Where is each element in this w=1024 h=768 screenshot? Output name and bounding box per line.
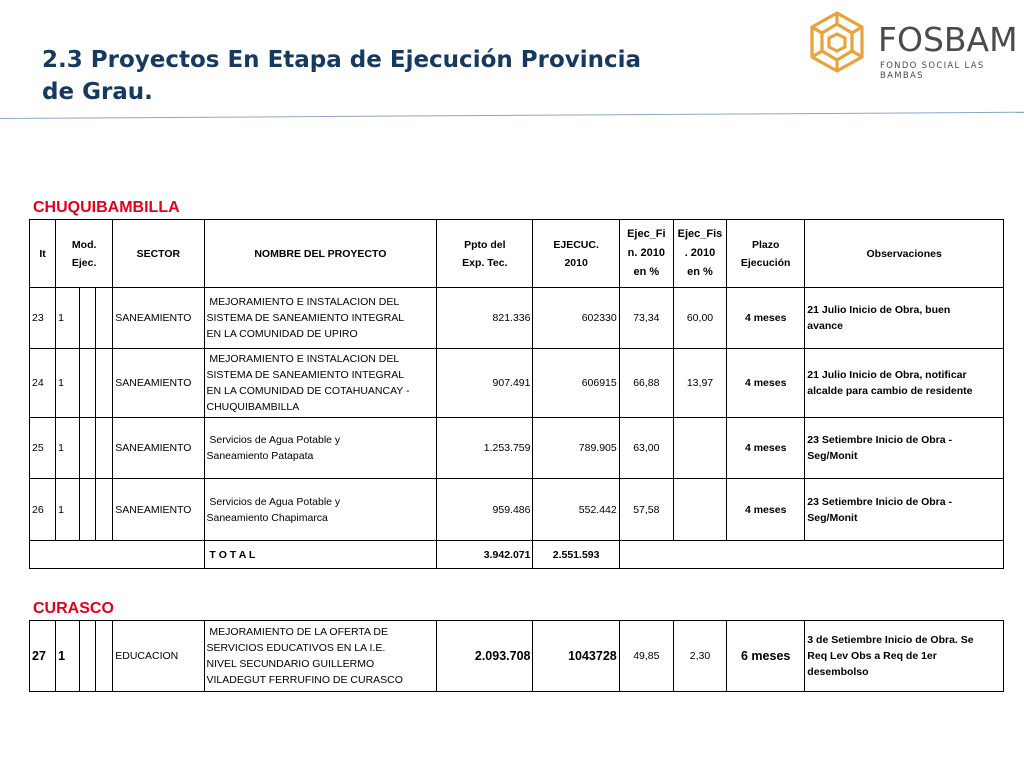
projects-table-chuquibambilla: [29, 219, 1004, 569]
nombre-line: SISTEMA DE SANEAMIENTO INTEGRAL: [206, 369, 405, 381]
header-mod-ejec: [56, 220, 113, 288]
header-observaciones: Observaciones: [805, 220, 1004, 288]
nombre-line: EN LA COMUNIDAD DE COTAHUANCAY -: [206, 385, 410, 397]
cell-ppto: 907.491: [437, 349, 533, 418]
nombre-line: NIVEL SECUNDARIO GUILLERMO: [206, 658, 375, 670]
header-ejec-fis-line-2: . 2010: [684, 247, 716, 259]
cell-ppto: 2.093.708: [437, 621, 533, 692]
cell-mod: 1: [56, 349, 80, 418]
total-spacer-right: [619, 541, 1003, 569]
obs-line: 23 Setiembre Inicio de Obra -: [807, 434, 953, 446]
nombre-line: SISTEMA DE SANEAMIENTO INTEGRAL: [206, 312, 405, 324]
total-label: T O T A L: [204, 541, 437, 569]
cell-ejecuc: 1043728: [533, 621, 619, 692]
nombre-line: MEJORAMIENTO DE LA OFERTA DE: [206, 626, 388, 638]
header-plazo-line-1: Plazo: [751, 238, 780, 251]
cell-plazo: 4 meses: [727, 418, 805, 479]
nombre-line: MEJORAMIENTO E INSTALACION DEL: [206, 296, 400, 308]
nombre-line: Saneamiento Chapimarca: [206, 511, 328, 524]
cell-ejec-fis: [673, 418, 726, 479]
section-label-chuquibambilla: CHUQUIBAMBILLA: [33, 199, 180, 216]
obs-line: 21 Julio Inicio de Obra, buen: [807, 304, 951, 316]
cell-ejec-fin: 73,34: [619, 288, 673, 349]
title-divider: [0, 112, 1024, 119]
table-row: [30, 349, 1004, 418]
cell-empty: [96, 621, 113, 692]
header-plazo-line-2: Ejecución: [740, 256, 791, 269]
cell-sector: SANEAMIENTO: [113, 418, 204, 479]
total-spacer: [30, 541, 205, 569]
total-ejecuc: 2.551.593: [533, 541, 619, 569]
cell-nombre: [204, 418, 437, 479]
cell-empty: [96, 349, 113, 418]
cell-nombre: [204, 479, 437, 541]
table-row: [30, 418, 1004, 479]
cell-plazo: 4 meses: [727, 288, 805, 349]
obs-line: 23 Setiembre Inicio de Obra -: [807, 495, 953, 508]
header-ejec-fin: [619, 220, 673, 288]
cell-nombre: [204, 288, 437, 349]
cell-ejec-fin: 49,85: [619, 621, 673, 692]
cell-sector: SANEAMIENTO: [113, 349, 204, 418]
nombre-line: EN LA COMUNIDAD DE UPIRO: [206, 328, 358, 340]
cell-mod: 1: [56, 288, 80, 349]
cell-it: 24: [30, 349, 56, 418]
header-ppto-line-2: Exp. Tec.: [462, 256, 508, 269]
fosbam-emblem-icon: [806, 10, 868, 76]
cell-ejec-fis: 13,97: [673, 349, 726, 418]
cell-ejecuc: 789.905: [533, 418, 619, 479]
table-header-row: [30, 220, 1004, 288]
header-ejec-fin-line-2: n. 2010: [627, 247, 665, 259]
header-ejec-fis-line-3: en %: [687, 266, 713, 278]
header-ejec-fin-line-3: en %: [633, 266, 660, 278]
cell-ejecuc: 552.442: [533, 479, 619, 541]
fosbam-logo: [806, 8, 1018, 81]
cell-ejec-fis: 2,30: [673, 621, 726, 692]
nombre-line: VILADEGUT FERRUFINO DE CURASCO: [206, 674, 403, 686]
cell-ppto: 821.336: [437, 288, 533, 349]
cell-ejecuc: 606915: [533, 349, 619, 418]
header-plazo: [727, 220, 805, 288]
cell-empty: [80, 349, 96, 418]
header-ppto-line-1: Ppto del: [464, 238, 506, 251]
obs-line: Seg/Monit: [807, 511, 858, 524]
header-ejec-fin-line-1: Ejec_Fi: [627, 228, 666, 240]
header-ejecuc-line-2: 2010: [564, 256, 588, 269]
cell-ejec-fis: 60,00: [673, 288, 726, 349]
cell-ejec-fin: 66,88: [619, 349, 673, 418]
table-row: [30, 479, 1004, 541]
cell-plazo: 6 meses: [727, 621, 805, 692]
cell-observaciones: [805, 288, 1004, 349]
cell-nombre: [204, 621, 437, 692]
logo-name: FOSBAM: [878, 20, 1018, 59]
nombre-line: MEJORAMIENTO E INSTALACION DEL: [206, 353, 400, 365]
cell-plazo: 4 meses: [727, 479, 805, 541]
projects-table-curasco: [29, 620, 1004, 692]
header-ejec-fis-line-1: Ejec_Fis: [677, 228, 723, 240]
cell-mod: 1: [56, 418, 80, 479]
header-sector: SECTOR: [113, 220, 204, 288]
cell-it: 27: [30, 621, 56, 692]
logo-subtitle: FONDO SOCIAL LAS BAMBAS: [880, 61, 985, 81]
nombre-line: Servicios de Agua Potable y: [206, 434, 341, 446]
nombre-line: Saneamiento Patapata: [206, 450, 314, 462]
cell-observaciones: [805, 418, 1004, 479]
cell-ejecuc: 602330: [533, 288, 619, 349]
cell-it: 23: [30, 288, 56, 349]
obs-line: avance: [807, 320, 843, 332]
cell-empty: [80, 621, 96, 692]
cell-plazo: 4 meses: [727, 349, 805, 418]
page-title: [42, 44, 742, 108]
cell-empty: [80, 418, 96, 479]
header-ejecuc-line-1: EJECUC.: [553, 238, 599, 251]
header-nombre: NOMBRE DEL PROYECTO: [204, 220, 437, 288]
cell-empty: [96, 288, 113, 349]
cell-ppto: 959.486: [437, 479, 533, 541]
header-ppto: [437, 220, 533, 288]
cell-observaciones: [805, 621, 1004, 692]
cell-mod: 1: [56, 479, 80, 541]
table-row: [30, 288, 1004, 349]
page-title-line-1: 2.3 Proyectos En Etapa de Ejecución Provincia: [42, 47, 642, 73]
cell-sector: SANEAMIENTO: [113, 479, 204, 541]
nombre-line: SERVICIOS EDUCATIVOS EN LA I.E.: [206, 642, 386, 654]
cell-ejec-fis: [673, 479, 726, 541]
nombre-line: Servicios de Agua Potable y: [206, 495, 341, 508]
header-it: It: [30, 220, 56, 288]
total-ppto: 3.942.071: [437, 541, 533, 569]
cell-empty: [96, 418, 113, 479]
header-mod-line-2: Ejec.: [71, 256, 97, 269]
cell-ejec-fin: 63,00: [619, 418, 673, 479]
cell-ppto: 1.253.759: [437, 418, 533, 479]
header-ejec-fis: [673, 220, 726, 288]
obs-line: alcalde para cambio de residente: [807, 385, 973, 397]
cell-empty: [80, 288, 96, 349]
header-mod-line-1: Mod.: [71, 238, 97, 251]
total-row: [30, 541, 1004, 569]
obs-line: 3 de Setiembre Inicio de Obra. Se: [807, 634, 974, 646]
table-row: [30, 621, 1004, 692]
obs-line: desembolso: [807, 666, 869, 678]
cell-empty: [80, 479, 96, 541]
cell-it: 25: [30, 418, 56, 479]
obs-line: 21 Julio Inicio de Obra, notificar: [807, 369, 967, 381]
obs-line: Seg/Monit: [807, 450, 858, 462]
section-label-curasco: CURASCO: [33, 600, 114, 617]
cell-empty: [96, 479, 113, 541]
cell-ejec-fin: 57,58: [619, 479, 673, 541]
cell-sector: EDUCACION: [113, 621, 204, 692]
cell-it: 26: [30, 479, 56, 541]
header-ejecuc: [533, 220, 619, 288]
obs-line: Req Lev Obs a Req de 1er: [807, 650, 937, 662]
cell-mod: 1: [56, 621, 80, 692]
cell-observaciones: [805, 349, 1004, 418]
page-title-line-2: de Grau.: [42, 79, 153, 105]
cell-sector: SANEAMIENTO: [113, 288, 204, 349]
cell-observaciones: [805, 479, 1004, 541]
cell-nombre: [204, 349, 437, 418]
nombre-line: CHUQUIBAMBILLA: [206, 401, 300, 413]
